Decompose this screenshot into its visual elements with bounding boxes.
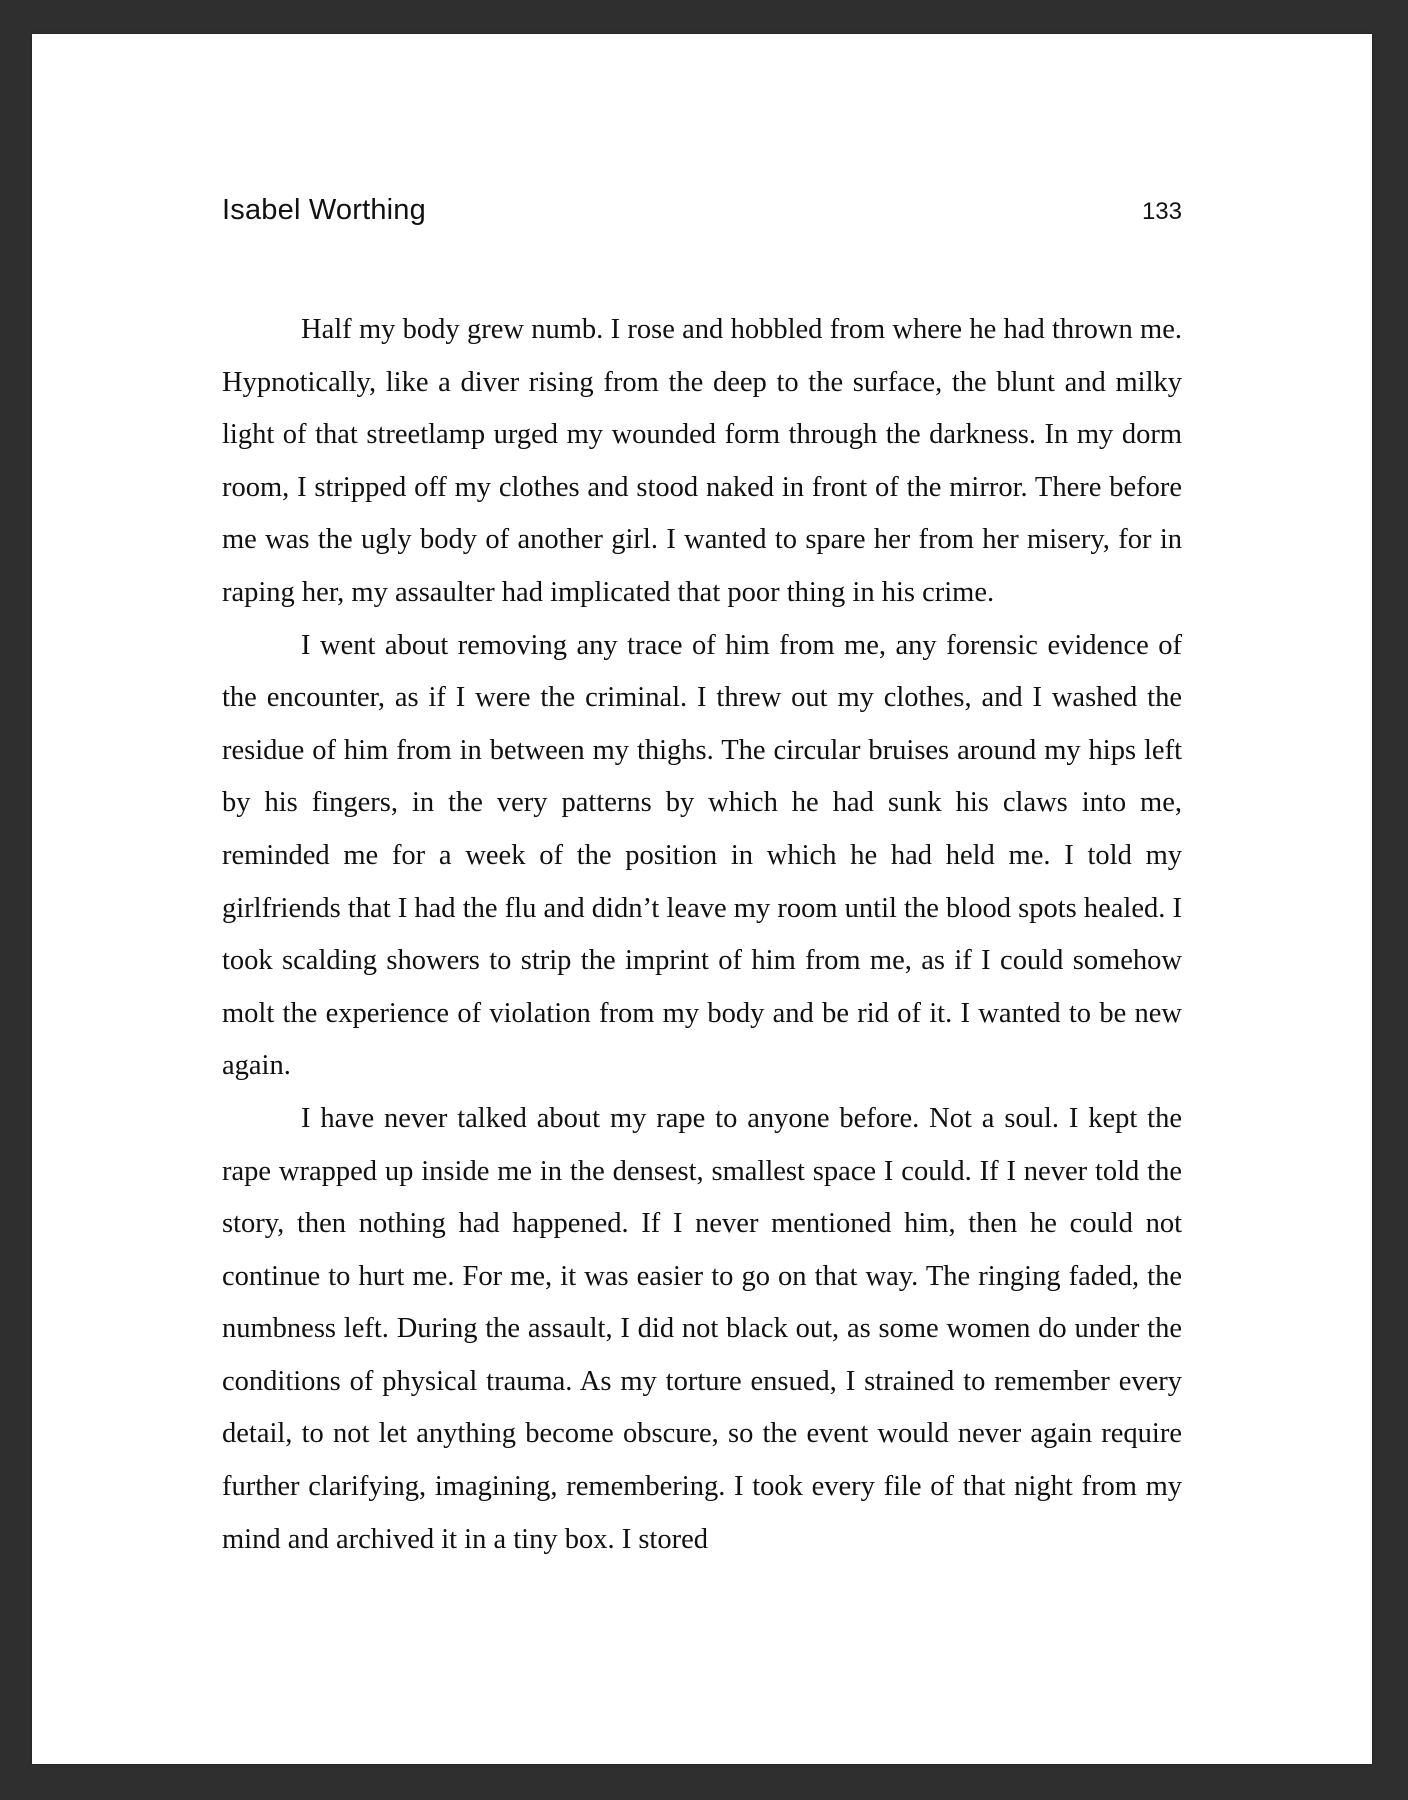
document-page [32,34,1372,1764]
page-number: 133 [1141,198,1182,225]
body-text [222,304,1182,1566]
paragraph: I went about removing any trace of him from me, any forensic evidence of the encounter, as if I were the criminal. I threw out my clothes, and I washed the residue of him from in between my thighs. The circular bruises around my hips left by his fingers, in the very patterns by which he had sunk his claws into me, reminded me for a week of the position in which he had held me. I told my girlfriends that I had the flu and didn’t leave my room until the blood spots healed. I took scalding showers to strip the imprint of him from me, as if I could somehow molt the experience of violation from my body and be rid of it. I wanted to be new again. [222,629,1182,1082]
paragraph: I have never talked about my rape to anyone before. Not a soul. I kept the rape wrapped up inside me in the densest, smallest space I could. If I never told the story, then nothing had happened. If I never mentioned him, then he could not continue to hurt me. For me, it was easier to go on that way. The ringing faded, the numbness left. During the assault, I did not black out, as some women do under the conditions of physical trauma. As my torture ensued, I strained to remember every detail, to not let anything become obscure, so the event would never again require further clarifying, imagining, remembering. I took every file of that night from my mind and archived it in a tiny box. I stored [222,1102,1182,1555]
author-name: Isabel Worthing [222,194,426,226]
paragraph: Half my body grew numb. I rose and hobbled from where he had thrown me. Hypnotically, like a diver rising from the deep to the surface, the blunt and milky light of that streetlamp urged my wounded form through the darkness. In my dorm room, I stripped off my clothes and stood naked in front of the mirror. There before me was the ugly body of another girl. I wanted to spare her from her misery, for in raping her, my assaulter had implicated that poor thing in his crime. [222,314,1182,608]
running-header [222,194,1182,234]
